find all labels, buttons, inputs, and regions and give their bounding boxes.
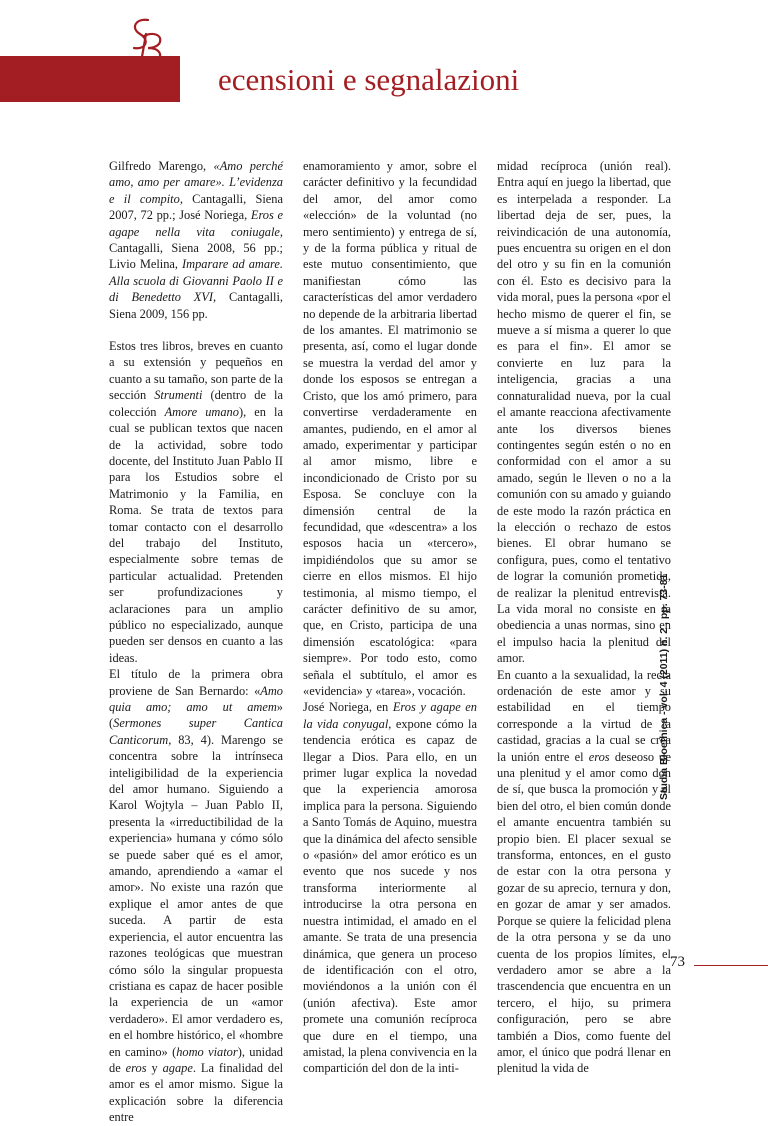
paragraph: Estos tres libros, breves en cuanto a su extensión y pequeños en cuanto a su tamaño, son parte de la sección Strumenti (dentro de la colección Amore umano), en la cual se publican textos que nacen de la actividad, sobre todo docente, del Instituto Juan Pablo II para los Estudios sobre el Matrimonio y la Familia, en Roma. Se trata de textos para tomar contacto con el desarrollo del trabajo del Instituto, especialmente sobre temas de particular actualidad. Pretenden ser profundizaciones y aclaraciones para un amplio público no especializado, aunque pueden ser densos en cuanto a las ideas. xyxy=(109,339,283,665)
paragraph: José Noriega, en Eros y agape en la vida conyugal, expone cómo la tendencia erótica es capaz de llegar a Dios. Para ello, en un primer lugar explica la novedad que la experiencia amorosa implica para la persona. Siguiendo a Santo Tomás de Aquino, muestra que la dinámica del afecto sensible o «pasión» del amor erótico es un evento que nos sucede y nos transforma interiormente al introducirse la otra persona en nuestra intimidad, el amado en el amante. Se trata de una presencia dinámica, que genera un proceso de identificación con el otro, moviéndonos a la unión con él (unión afectiva). Este amor promete una comunión recíproca que dure en el tiempo, una amistad, la plena convivencia en la compartición del don de la inti- xyxy=(303,700,477,1076)
paragraph: El título de la primera obra proviene de San Bernardo: «Amo quia amo; amo ut amem» (Sermones super Cantica Canticorum, 83, 4). Marengo se concentra sobre la intrínseca inteligibilidad de la experiencia del amor humano. Siguiendo a Karol Wojtyla – Juan Pablo II, presenta la «irreductibilidad de la experiencia» humana y cómo sólo se puede saber qué es el amor, amando, aprendiendo a «amar el amor». No existe una razón que explique el amor antes de que suceda. A partir de esta experiencia, el autor encuentra las razones teológicas que muestran cómo sólo la singular propuesta cristiana es capaz de hacer posible la experiencia de un «amor verdadero». El amor verdadero es, en el hombre histórico, el «hombre en camino» (homo viator), unidad de eros y agape. La finalidad del amor es el amor mismo. Sigue la explicación sobre la diferencia entre xyxy=(109,667,284,1125)
journal-citation-text: Studia Bioethica - vol. 4 (2011) n. 2 , pp. 73-81 xyxy=(658,573,670,800)
text-column-3 xyxy=(497,158,671,1077)
section-title-initial: R xyxy=(186,55,213,100)
text-column-2 xyxy=(303,158,477,1077)
header-accent-bar xyxy=(0,56,180,102)
section-title: ecensioni e segnalazioni xyxy=(218,62,520,97)
book-references: Gilfredo Marengo, «Amo perché amo, amo per amare». L’evidenza e il compito, Cantagalli, Siena 2007, 72 pp.; José Noriega, Eros e agape nella vita coniugale, Cantagalli, Siena 2008, 56 pp.; Livio Melina, Imparare ad amare. Alla scuola di Giovanni Paolo II e di Benedetto XVI, Cantagalli, Siena 2009, 156 pp. xyxy=(109,159,284,321)
text-column-1 xyxy=(109,158,283,1126)
page-number: 73 xyxy=(670,954,685,970)
paragraph: En cuanto a la sexualidad, la recta ordenación de este amor y su estabilidad en el tiempo corresponde a la virtud de la castidad, gracias a la cual se crea la unión entre el eros deseoso de una plenitud y el amor como don de sí, que busca la promoción y el bien del otro, el bien común donde el amante encuentra también su propio bien. El placer sexual se transforma, entonces, en el gusto de estar con la otra persona y gozar de su aprecio, ternura y don, en gozar de amar y ser amados. Porque se quiere la felicidad plena de la otra persona y se da uno cuenta de los propios límites, el verdadero amor se abre a la trascendencia que encuentra en un tercero, el hijo, su primera configuración, pero se abre también a Dios, como fuente del amor, el único que podrá llenar en plenitud la vida de xyxy=(497,667,671,1076)
page-number-rule xyxy=(694,965,768,966)
paragraph: enamoramiento y amor, sobre el carácter definitivo y la fecundidad del amor, del amor como «elección» de la voluntad (no mero sentimiento) y entrega de sí, y de la forma pública y ritual de este mutuo consentimiento, que manifiestan cómo las características del amor verdadero no depende de la arbitraria libertad de los amantes. El matrimonio se presenta, así, como el lugar donde se muestra la verdad del amor y donde los esposos se entregan a Cristo, que los amó primero, para convertirse verdaderamente en amantes, pudiendo, en el amor al amado, experimentar y participar al amor mismo, libre e incondicionado de Cristo por su Esposa. Se concluye con la dimensión central de la fecundidad, que «descentra» a los esposos hacia un «tercero», impidiéndolos que su amor se cierre en ellos mismos. El hijo testimonia, al mismo tiempo, el carácter definitivo de su amor, que, en Cristo, participa de una dimensión escatológica: «para siempre». Por todo esto, como señala el subtítulo, el amor es «evidencia» y «tarea», vocación. xyxy=(303,159,477,698)
paragraph: midad recíproca (unión real). Entra aquí en juego la libertad, que es interpelada a responder. La libertad deja de ser, pues, la reivindicación de una autonomía, pues encuentra su origen en el don del otro y su fin en la comunión con él. Esto es decisivo para la vida moral, pues la persona «por el hecho mismo de querer el fin, se mueve a sí misma a querer lo que es para el fin». El amor se convierte en luz para la inteligencia, gracias a una connaturalidad nueva, por la cual el amante reacciona afectivamente ante los diversos bienes contingentes según estén o no en conformidad con el amor a su amado, según le lleven o no a la comunión con su amado y guiando de este modo la razón práctica en la elección o rechazo de estos bienes. El obrar humano se configura, pues, como el tentativo de lograr la comunión prometida, de realizar la plenitud entrevista. La vida moral no consiste en la obediencia a unas normas, sino en el impulso hacia la plenitud del amor. xyxy=(497,159,671,666)
